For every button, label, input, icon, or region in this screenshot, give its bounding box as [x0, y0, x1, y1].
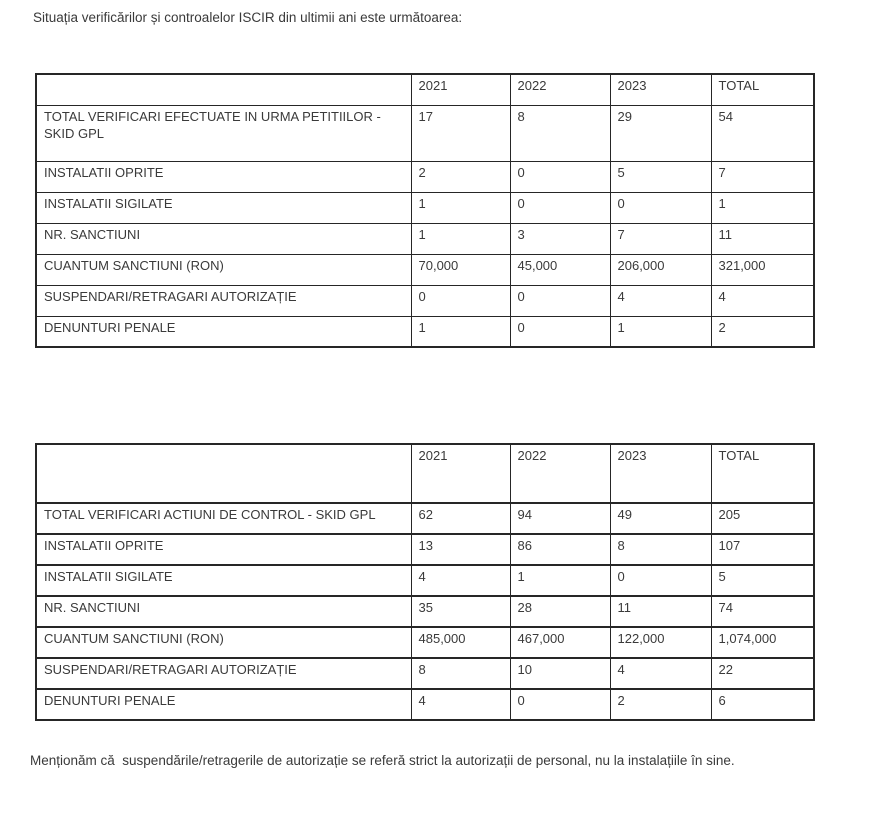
year-column-header: 2022 — [510, 74, 610, 105]
value-cell: 206,000 — [610, 254, 711, 285]
value-cell: 0 — [510, 161, 610, 192]
row-label-cell: SUSPENDARI/RETRAGARI AUTORIZAȚIE — [36, 285, 411, 316]
value-cell: 0 — [411, 285, 510, 316]
table-row — [36, 192, 814, 223]
table-row — [36, 105, 814, 161]
table-row — [36, 316, 814, 347]
value-cell: 0 — [610, 565, 711, 596]
row-label-cell: NR. SANCTIUNI — [36, 596, 411, 627]
row-label-cell: INSTALATII SIGILATE — [36, 565, 411, 596]
value-cell: 1 — [610, 316, 711, 347]
table-row — [36, 285, 814, 316]
value-cell: 107 — [711, 534, 814, 565]
value-cell: 1 — [411, 223, 510, 254]
value-cell: 94 — [510, 503, 610, 534]
year-column-header: 2021 — [411, 444, 510, 503]
value-cell: 2 — [411, 161, 510, 192]
row-label-cell: CUANTUM SANCTIUNI (RON) — [36, 627, 411, 658]
value-cell: 62 — [411, 503, 510, 534]
value-cell: 5 — [711, 565, 814, 596]
table-row — [36, 627, 814, 658]
value-cell: 8 — [411, 658, 510, 689]
value-cell: 3 — [510, 223, 610, 254]
row-label-cell: DENUNTURI PENALE — [36, 689, 411, 720]
value-cell: 17 — [411, 105, 510, 161]
value-cell: 1,074,000 — [711, 627, 814, 658]
value-cell: 35 — [411, 596, 510, 627]
row-label-cell: INSTALATII OPRITE — [36, 534, 411, 565]
value-cell: 11 — [711, 223, 814, 254]
table-row — [36, 565, 814, 596]
table-header-row — [36, 74, 814, 105]
verifications-petitions-table — [35, 73, 815, 348]
year-column-header: 2023 — [610, 444, 711, 503]
value-cell: 1 — [711, 192, 814, 223]
year-column-header: TOTAL — [711, 74, 814, 105]
table-row — [36, 223, 814, 254]
row-label-cell: SUSPENDARI/RETRAGARI AUTORIZAȚIE — [36, 658, 411, 689]
value-cell: 6 — [711, 689, 814, 720]
row-label-cell: INSTALATII OPRITE — [36, 161, 411, 192]
value-cell: 22 — [711, 658, 814, 689]
value-cell: 29 — [610, 105, 711, 161]
value-cell: 8 — [610, 534, 711, 565]
value-cell: 5 — [610, 161, 711, 192]
value-cell: 86 — [510, 534, 610, 565]
value-cell: 70,000 — [411, 254, 510, 285]
value-cell: 4 — [610, 658, 711, 689]
value-cell: 0 — [510, 285, 610, 316]
table-row — [36, 534, 814, 565]
row-label-cell: TOTAL VERIFICARI EFECTUATE IN URMA PETITIILOR - SKID GPL — [36, 105, 411, 161]
value-cell: 8 — [510, 105, 610, 161]
value-cell: 0 — [610, 192, 711, 223]
row-label-header — [36, 444, 411, 503]
value-cell: 0 — [510, 689, 610, 720]
year-column-header: TOTAL — [711, 444, 814, 503]
year-column-header: 2023 — [610, 74, 711, 105]
year-column-header: 2022 — [510, 444, 610, 503]
value-cell: 122,000 — [610, 627, 711, 658]
value-cell: 0 — [510, 316, 610, 347]
value-cell: 7 — [711, 161, 814, 192]
table-row — [36, 254, 814, 285]
row-label-cell: CUANTUM SANCTIUNI (RON) — [36, 254, 411, 285]
value-cell: 7 — [610, 223, 711, 254]
value-cell: 13 — [411, 534, 510, 565]
table-row — [36, 503, 814, 534]
value-cell: 28 — [510, 596, 610, 627]
value-cell: 2 — [711, 316, 814, 347]
value-cell: 321,000 — [711, 254, 814, 285]
value-cell: 1 — [411, 192, 510, 223]
row-label-header — [36, 74, 411, 105]
value-cell: 1 — [411, 316, 510, 347]
value-cell: 11 — [610, 596, 711, 627]
value-cell: 2 — [610, 689, 711, 720]
table-row — [36, 161, 814, 192]
table-header-row — [36, 444, 814, 503]
row-label-cell: INSTALATII SIGILATE — [36, 192, 411, 223]
value-cell: 4 — [411, 565, 510, 596]
value-cell: 54 — [711, 105, 814, 161]
row-label-cell: TOTAL VERIFICARI ACTIUNI DE CONTROL - SKID GPL — [36, 503, 411, 534]
year-column-header: 2021 — [411, 74, 510, 105]
value-cell: 4 — [610, 285, 711, 316]
table-row — [36, 596, 814, 627]
value-cell: 74 — [711, 596, 814, 627]
value-cell: 1 — [510, 565, 610, 596]
intro-text: Situația verificărilor și controalelor ISCIR din ultimii ani este următoarea: — [33, 10, 463, 25]
verifications-control-actions-table — [35, 443, 815, 721]
table-row — [36, 689, 814, 720]
value-cell: 4 — [411, 689, 510, 720]
footnote-text: Menționăm că suspendările/retragerile de autorizație se referă strict la autorizații de personal, nu la instalațiile în sine. — [30, 753, 735, 768]
value-cell: 10 — [510, 658, 610, 689]
value-cell: 45,000 — [510, 254, 610, 285]
row-label-cell: DENUNTURI PENALE — [36, 316, 411, 347]
value-cell: 0 — [510, 192, 610, 223]
table-row — [36, 658, 814, 689]
value-cell: 4 — [711, 285, 814, 316]
value-cell: 49 — [610, 503, 711, 534]
row-label-cell: NR. SANCTIUNI — [36, 223, 411, 254]
value-cell: 485,000 — [411, 627, 510, 658]
value-cell: 205 — [711, 503, 814, 534]
value-cell: 467,000 — [510, 627, 610, 658]
